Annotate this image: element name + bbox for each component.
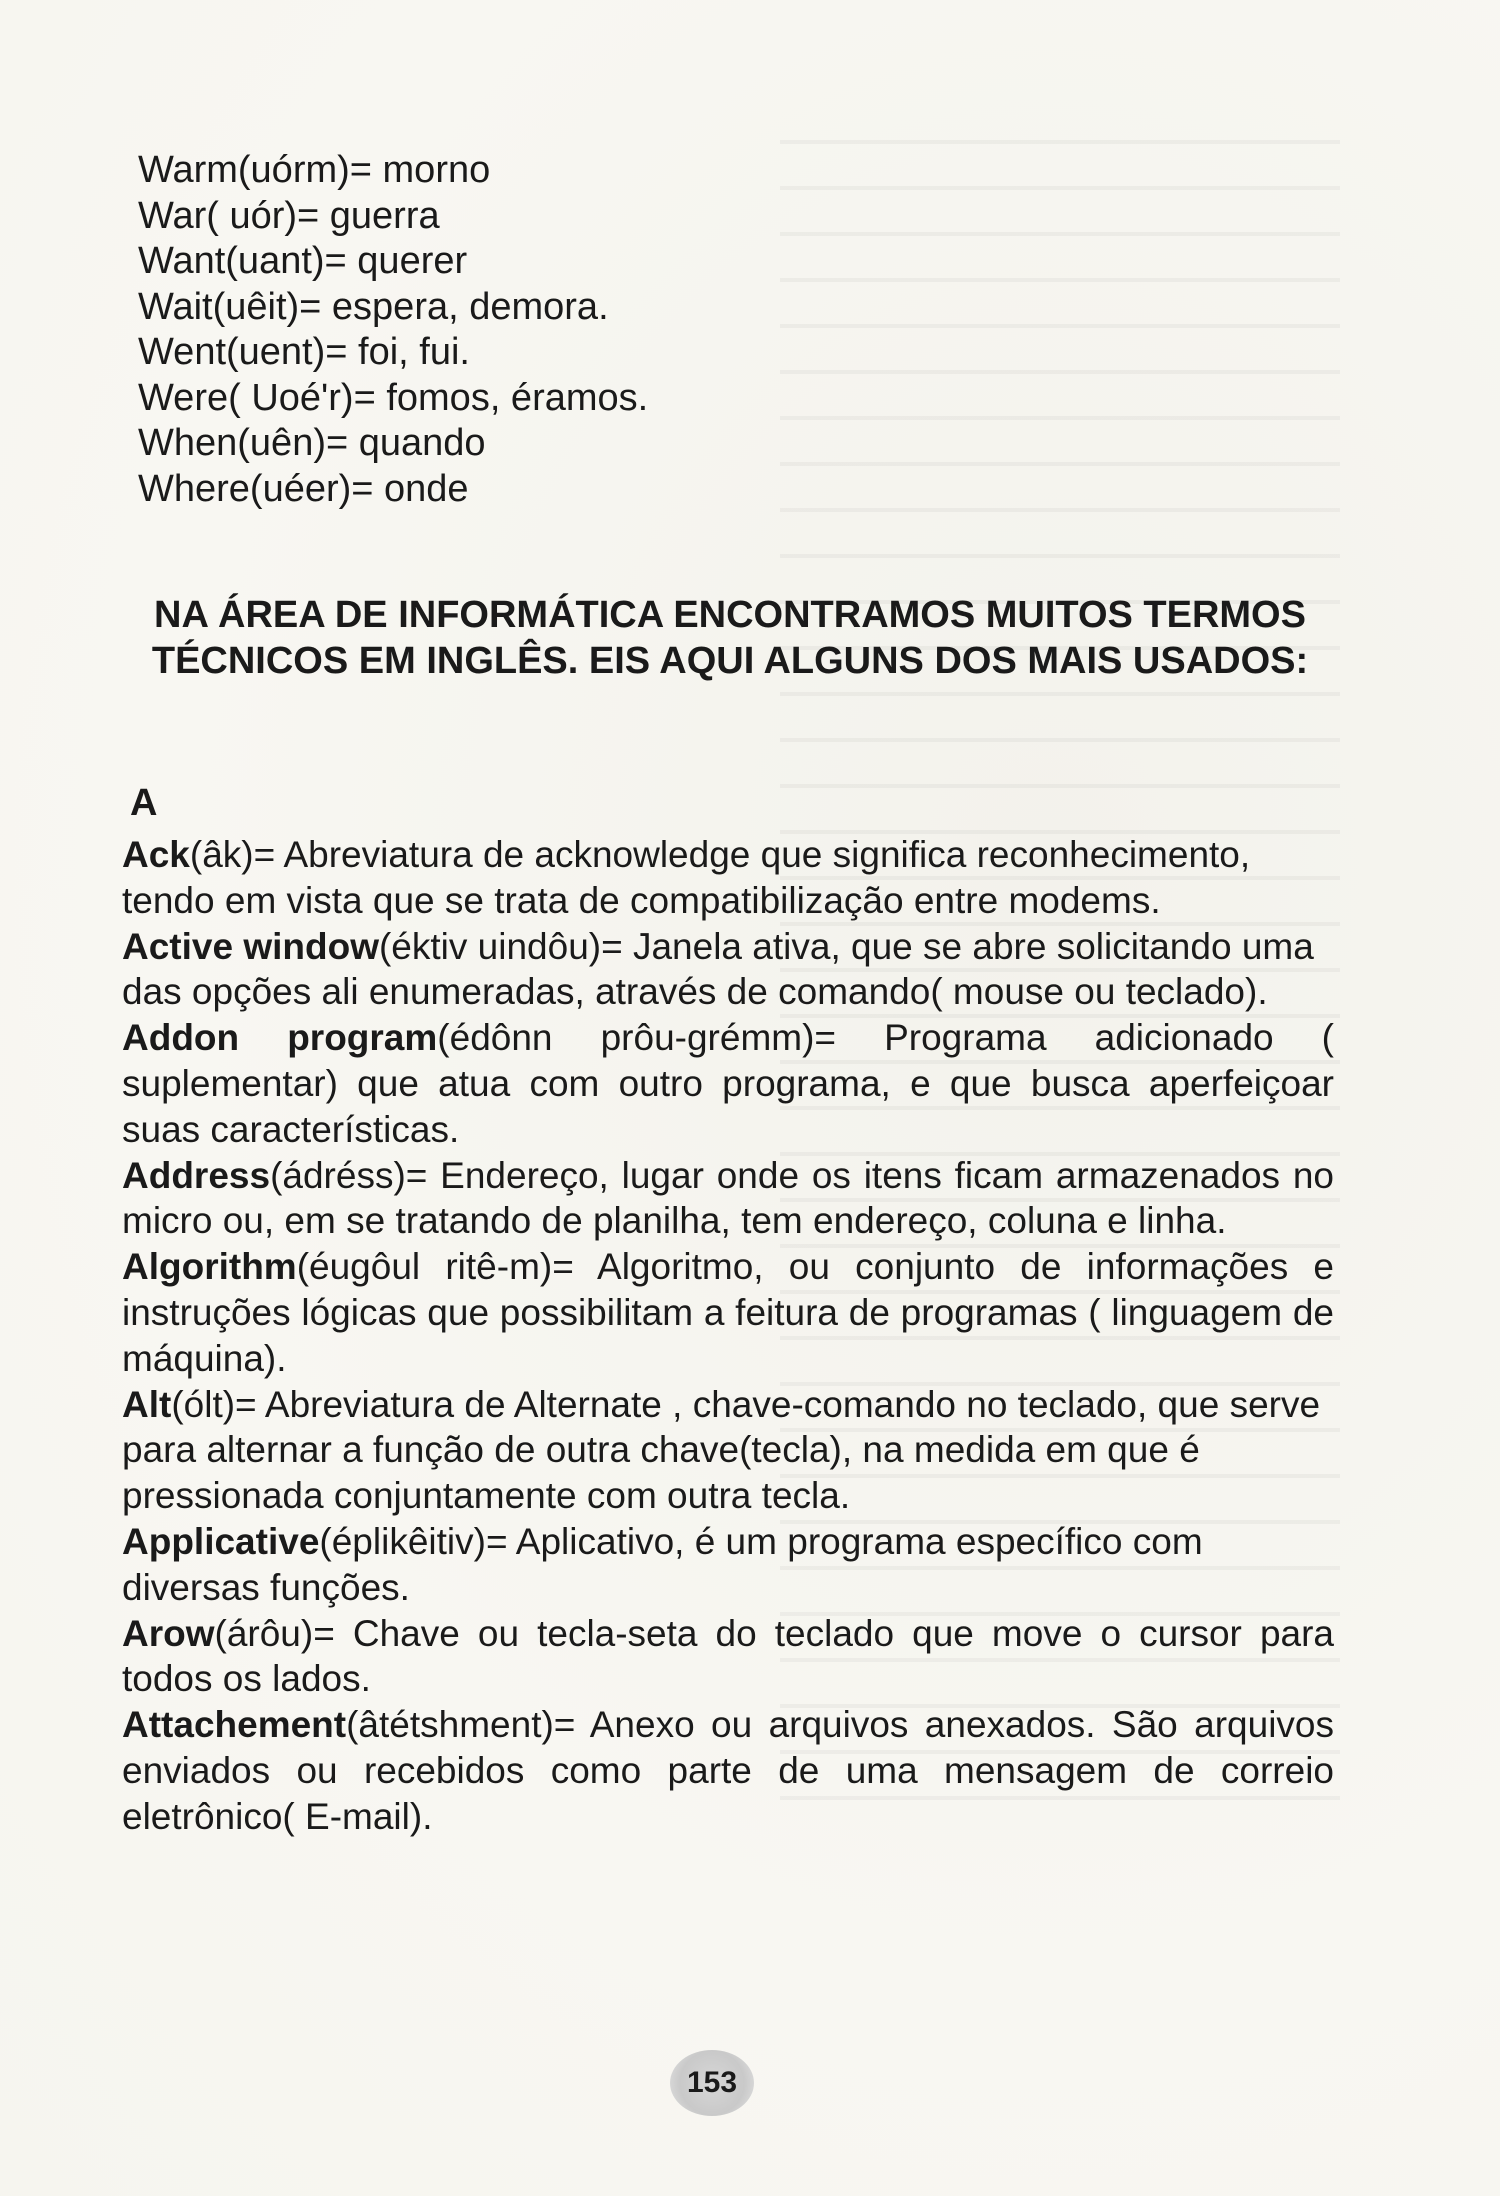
- section-heading: NA ÁREA DE INFORMÁTICA ENCONTRAMOS MUITOS TERMOS TÉCNICOS EM INGLÊS. EIS AQUI ALGUNS DOS MAIS USADOS:: [151, 594, 1309, 682]
- entry-definition: (édônn prôu-grémm)= Programa adicionado ( suplementar) que atua com outro programa, e que busca aperfeiçoar suas características.: [122, 1017, 1335, 1150]
- word-list-item: Want(uant)= querer: [138, 240, 468, 282]
- entry-definition: (árôu)= Chave ou tecla-seta do teclado que move o cursor para todos os lados.: [122, 1612, 1334, 1700]
- entry-definition: (ólt)= Abreviatura de Alternate , chave-comando no teclado, que serve para alternar a função de outra chave(tecla), na medida em que é pressionada conjuntamente com outra tecla.: [122, 1383, 1321, 1517]
- word-list-item: Were( Uoé'r)= fomos, éramos.: [138, 376, 649, 419]
- word-list-item: When(uên)= quando: [138, 422, 486, 464]
- section-letter: A: [130, 782, 158, 824]
- glossary-entry: [122, 1611, 1334, 1703]
- entry-definition: (âk)= Abreviatura de acknowledge que significa reconhecimento, tendo em vista que se trata de compatibilização entre modems.: [122, 834, 1251, 921]
- glossary-entry: [122, 1382, 1334, 1519]
- glossary-entry: [122, 924, 1334, 1016]
- entry-term: Arow: [122, 1612, 215, 1654]
- word-list-item: Where(uéer)= onde: [138, 467, 469, 510]
- word-list-item: War( uór)= guerra: [138, 194, 440, 237]
- entry-definition: (éplikêitiv)= Aplicativo, é um programa específico com diversas funções.: [122, 1520, 1203, 1608]
- entry-definition: (éugôul ritê-m)= Algoritmo, ou conjunto de informações e instruções lógicas que possibilitam a feitura de programas ( linguagem de máquina).: [122, 1246, 1334, 1379]
- entry-term: Algorithm: [122, 1246, 297, 1288]
- entry-term: Address: [122, 1154, 271, 1196]
- entry-definition: (éktiv uindôu)= Janela ativa, que se abre solicitando uma das opções ali enumeradas, através de comando( mouse ou teclado).: [122, 925, 1314, 1013]
- glossary-entry: [122, 832, 1334, 924]
- word-list-item: Went(uent)= foi, fui.: [138, 331, 470, 373]
- page-number: 153: [670, 2050, 754, 2116]
- entry-definition: (ádréss)= Endereço, lugar onde os itens ficam armazenados no micro ou, em se tratando de planilha, tem endereço, coluna e linha.: [122, 1154, 1334, 1242]
- entry-term: Applicative: [122, 1520, 320, 1562]
- glossary-entry: [122, 1015, 1334, 1152]
- entry-term: Attachement: [122, 1704, 347, 1746]
- entry-term: Alt: [122, 1383, 172, 1425]
- entry-term: Ack: [122, 834, 190, 875]
- glossary-entries: [122, 832, 1334, 1840]
- entry-definition: (âtétshment)= Anexo ou arquivos anexados. São arquivos enviados ou recebidos como parte de uma mensagem de correio eletrônico( E-mail).: [122, 1704, 1334, 1837]
- entry-term: Active window: [122, 925, 379, 967]
- glossary-entry: [122, 1153, 1334, 1245]
- glossary-entry: [122, 1519, 1334, 1611]
- word-list: [138, 148, 838, 512]
- glossary-entry: [122, 1244, 1334, 1381]
- word-list-item: Wait(uêit)= espera, demora.: [138, 285, 609, 328]
- entry-term: Addon program: [122, 1017, 438, 1059]
- glossary-entry: [122, 1702, 1334, 1839]
- word-list-item: Warm(uórm)= morno: [138, 149, 491, 191]
